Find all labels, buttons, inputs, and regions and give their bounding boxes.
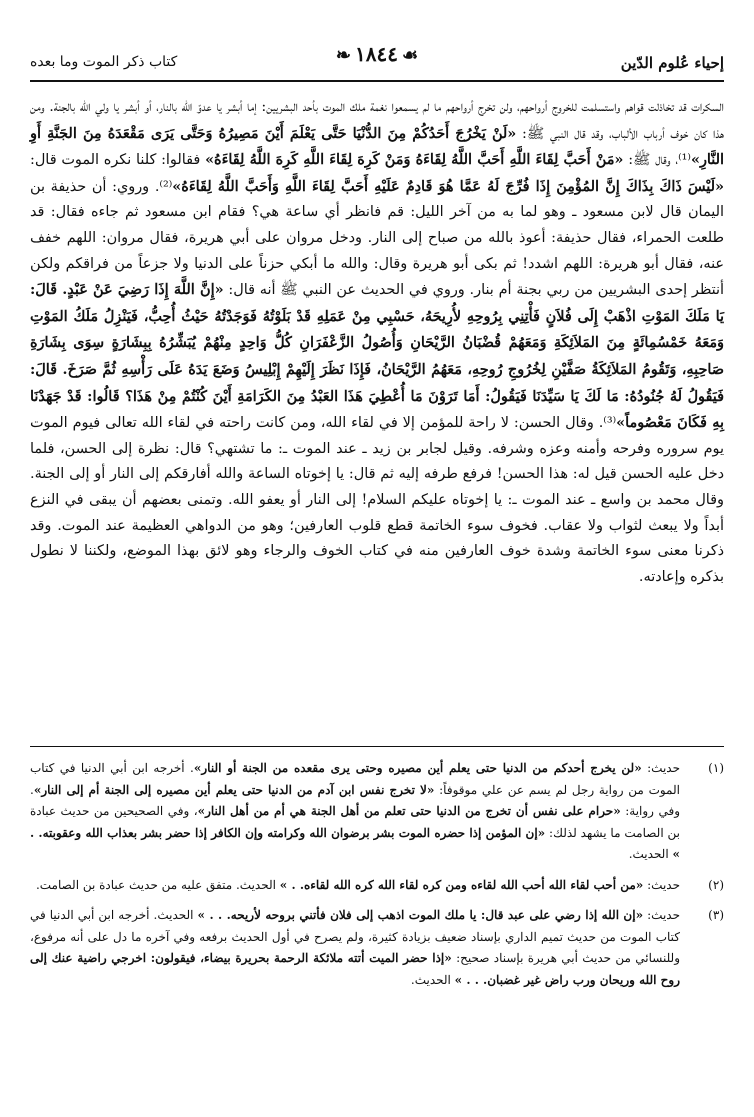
hadith-quote: «لَيْسَ ذَاكَ بِذَاكَ إِنَّ المُؤْمِنَ إِذَا فُرِّجَ لَهُ عَمَّا هُوَ قَادِمٌ عَلَيْهِ أَحَبَّ لِقَاءَ اللَّهِ وَأَحَبَّ اللَّهُ لِقَاءَهُ»: [172, 177, 724, 195]
body-paragraph: [30, 95, 724, 590]
footnote-quote: «لا تخرج نفس ابن آدم من الدنيا حتى يعلم أين مصيره إلى الجنة أم إلى النار»: [33, 782, 435, 797]
footnote-number: (١): [708, 761, 724, 775]
hadith-quote: «إِنَّ اللَّهَ إِذَا رَضِيَ عَنْ عَبْدٍ. قَالَ: يَا مَلَكَ المَوْتِ اذْهَبْ إِلَى فُلاَنٍ فَأْتِنِي بِرُوحِهِ لأُرِيحَهُ، حَسْبِي مِنْ عَمَلِهِ قَدْ بَلَوْتُهُ فَوَجَدْتُهُ حَيْثُ أُحِبُّ، فَيَنْزِلُ مَلَكُ المَوْتِ وَمَعَهُ خَمْسُمِائَةٍ مِنَ المَلاَئِكَةِ وَمَعَهُمْ قُضْبَانُ الرَّيْحَانِ وَأُصُولُ الزَّعْفَرَانِ كُلُّ وَاحِدٍ مِنْهُمْ يُبَشِّرُهُ بِبِشَارَةٍ سِوَى بِشَارَةِ صَاحِبِهِ، وَتَقُومُ المَلاَئِكَةُ صَفَّيْنِ لِخُرُوجِ رُوحِهِ، مَعَهُمُ الرَّيْحَانُ، فَإِذَا نَظَرَ إِلَيْهِمْ إِبْلِيسُ وَضَعَ يَدَهُ عَلَى رَأْسِهِ ثُمَّ صَرَخَ. قَالَ: فَيَقُولُ لَهُ جُنُودُهُ: مَا لَكَ يَا سَيِّدَنَا فَيَقُولُ: أَمَا تَرَوْنَ مَا أُعْطِيَ هَذَا العَبْدُ مِنَ الكَرَامَةِ أَيْنَ كُنْتُمْ مِنْ هَذَا؟ قَالُوا: قَدْ جَهَدْنَا بِهِ فَكَانَ مَعْصُوماً»: [30, 281, 725, 432]
footnote-text: [30, 905, 680, 991]
footnote-segment: . وفي رواية:: [30, 782, 680, 818]
footnotes: [30, 758, 724, 1000]
page-header: [30, 40, 724, 80]
footnote-segment: حديث:: [641, 761, 681, 775]
footnote-quote: «من أحب لقاء الله أحب الله لقاءه ومن كره لقاء الله كره الله لقاءه. . »: [279, 877, 644, 892]
header-rule: [30, 80, 724, 82]
footnote-segment: ، وفي الصحيحين من حديث عبادة بن الصامت ما يشهد لذلك:: [30, 804, 681, 840]
footnote-segment: حديث:: [643, 877, 680, 892]
hadith-quote: «مَنْ أَحَبَّ لِقَاءَ اللَّهِ أَحَبَّ اللَّهُ لِقَاءَهُ وَمَنْ كَرِهَ لِقَاءَ اللَّهِ كَرِهَ اللَّهُ لِقَاءَهُ»: [205, 151, 624, 169]
main-text: [30, 95, 724, 590]
footnote-quote: «إن المؤمن إذا حضره الموت بشر برضوان الله وكرامته وإن الكافر إذا حضر بشر بعذاب الله وعقوبته. . »: [30, 825, 680, 861]
body-text: السكرات قد تخاذلت قواهم واستسلمت للخروج أرواحهم، ولن تخرج أرواحهم ما لم يسمعوا نغمة ملك الموت بأحد البشريين: إما أبشر يا عدوّ الله بالنار، أو أبشر يا ولي الله بالجنة. ومن هذا كان خوف أرباب الألباب، وقد قال النبي ﷺ:: [30, 99, 724, 142]
footnote-text: [30, 758, 680, 866]
body-text: ⁽³⁾. وقال الحسن: لا راحة للمؤمن إلا في لقاء الله، ومن كانت راحته في لقاء الله تعالى فيوم الموت يوم سروره وفرحه وأمنه وعزه وشرفه. وقيل لجابر بن زيد ـ عند الموت ـ: ما تشتهي؟ قال: نظرة إلى الحسن، فلما دخل عليه الحسن قيل له: هذا الحسن! فرفع طرفه إليه ثم قال: يا إخوتاه الساعة والله أفارقكم إلى النار أو إلى الجنة. وقال محمد بن واسع ـ عند الموت ـ: يا إخوتاه عليكم السلام! إلى النار أو يعفو الله. وتمنى بعضهم أن يبقى في النزع أبداً ولا يبعث لثواب ولا عقاب. فخوف سوء الخاتمة قطع قلوب العارفين؛ وهو من الدواهي العظيمة عند الموت. وقد ذكرنا معنى سوء الخاتمة وشدة خوف العارفين منه في كتاب الخوف والرجاء وهو لائق بهذا الموضع، ولكننا لا نطول بذكره وإعادته.: [30, 415, 724, 585]
footnote-quote: «إن الله إذا رضي على عبد قال: يا ملك الموت اذهب إلى فلان فأتني بروحه لأريحه. . . »: [197, 908, 644, 922]
hadith-quote: «لَنْ يَخْرُجَ أَحَدُكُمْ مِنَ الدُّنْيَا حَتَّى يَعْلَمَ أَيْنَ مَصِيرُهُ وَحَتَّى يَرَى مَقْعَدَهُ مِنَ الجَنَّةِ أَوِ النَّارِ»: [30, 124, 725, 169]
body-text: ⁽²⁾. وروي: أن حذيفة بن اليمان قال لابن مسعود ـ وهو لما به من آخر الليل: قم فانظر أي ساعة هي؟ فقام ابن مسعود ثم جاءه فقال: قد طلعت الحمراء، فقال حذيفة: أعوذ بالله من صباح إلى النار. ودخل مروان على أبي هريرة، فقال مروان: اللهم خفف عنه، فقال أبو هريرة: اللهم اشدد! ثم بكى أبو هريرة وقال: والله ما أبكي حزناً على الدنيا ولا جزعاً من فراقكم ولكن أنتظر إحدى البشريين من ربي بجنة أم بنار. وروي في الحديث عن النبي ﷺ أنه قال:: [30, 178, 724, 299]
footnote: [30, 905, 724, 991]
ornament-left-icon: ❧: [335, 45, 351, 66]
footnote-text: [30, 875, 680, 897]
footnote-quote: «إذا حضر الميت أتته ملائكة الرحمة بحريرة بيضاء، فيقولون: اخرجي راضية عنك إلى روح الله وريحان ورب راض غير غضبان. . . »: [30, 951, 680, 987]
footnote-segment: الحديث. متفق عليه من حديث عبادة بن الصامت.: [35, 877, 280, 892]
page-number: ١٨٤٤: [354, 42, 398, 66]
footnote-number: (٢): [708, 877, 724, 892]
footnote: [30, 875, 724, 897]
footnote-separator: [30, 746, 724, 747]
footnote-number: (٣): [708, 908, 724, 922]
footnote-segment: حديث:: [643, 908, 681, 922]
ornament-right-icon: ☙: [401, 45, 419, 66]
book-title: إحياء عُلوم الدّين: [620, 54, 724, 72]
footnote-segment: الحديث. أخرجه ابن أبي الدنيا في كتاب الموت من حديث تميم الداري بإسناد ضعيف بزيادة كثيرة، ولم يصرح في أول الحديث برفعه وفي آخره ما دل على أنه مرفوع، وللنسائي من حديث أبي هريرة بإسناد صحيح:: [30, 908, 681, 965]
footnote-segment: الحديث.: [628, 847, 673, 861]
footnote-quote: «لن يخرج أحدكم من الدنيا حتى يعلم أين مصيره وحتى يرى مقعده من الجنة أو النار»: [193, 761, 642, 775]
chapter-title: كتاب ذكر الموت وما بعده: [30, 54, 178, 70]
footnote-segment: . أخرجه ابن أبي الدنيا في كتاب الموت من رواية رجل لم يسم عن علي موقوفاً:: [30, 761, 680, 797]
footnote-quote: «حرام على نفس أن تخرج من الدنيا حتى تعلم من أهل الجنة هي أم من أهل النار»: [197, 804, 621, 818]
body-text: ⁽¹⁾، وقال ﷺ:: [623, 152, 691, 169]
body-text: فقالوا: كلنا نكره الموت قال:: [30, 152, 206, 169]
footnote: [30, 758, 724, 866]
footnote-segment: الحديث.: [410, 972, 455, 987]
